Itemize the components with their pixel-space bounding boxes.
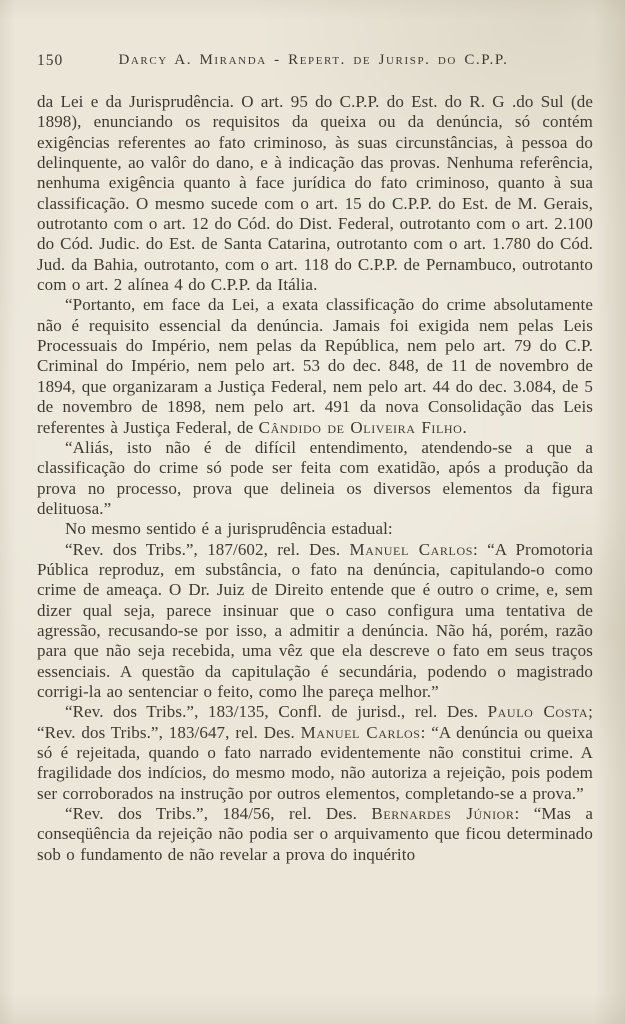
paragraph xyxy=(37,295,593,437)
person-name: Manuel Carlos xyxy=(300,722,421,742)
paragraph xyxy=(37,438,593,519)
person-name: Paulo Costa xyxy=(487,702,589,722)
paragraph xyxy=(37,519,593,539)
text-run: da Lei e da Jurisprudência. O art. 95 do C.P.P. do Est. do R. G .do Sul (de 1898), enunciando os requisitos da queixa ou da denúncia, só contém exigências referentes ao fato criminoso, às suas circunstâncias, à pessoa do delinquente, ao valôr do dano, e à indicação das provas. Nenhuma referência, nenhuma exigência quanto à face jurídica do fato criminoso, quanto à sua classificação. O mesmo sucede com o art. 15 do C.P.P. do Est. de M. Gerais, outrotanto com o art. 12 do Cód. do Dist. Federal, outrotanto com o art. 2.100 do Cód. Judic. do Est. de Santa Catarina, outrotanto com o art. 1.780 do Cód. Jud. da Bahia, outrotanto, com o art. 118 do C.P.P. de Pernambuco, outrotanto com o art. 2 alínea 4 do C.P.P. da Itália. xyxy=(37,92,593,295)
page-number: 150 xyxy=(37,52,64,69)
text-run: “Rev. dos Tribs.”, 183/135, Confl. de jurisd., rel. Des. xyxy=(65,702,488,722)
paragraph xyxy=(37,804,593,865)
text-run: “Rev. dos Tribs.”, 187/602, rel. Des. xyxy=(65,539,350,559)
body-text xyxy=(37,92,593,865)
person-name: Bernardes Júnior xyxy=(371,804,515,824)
running-title: Darcy A. Miranda - Repert. de Jurisp. do C.P.P. xyxy=(118,52,509,68)
text-run: : “A denúncia ou queixa só é rejeitada, quando o fato narrado evidentemente não constitui crime. A fragilidade dos indícios, do mesmo modo, não autoriza a rejeição, pois podem ser corroborados na instrução por outros elementos, completando-se a prova.” xyxy=(37,722,593,803)
text-run: “Aliás, isto não é de difícil entendimento, atendendo-se a que a classificação do crime só pode ser feita com exatidão, após a produção da prova no processo, prova que delineia os diversos elementos da figura delituosa.” xyxy=(37,437,593,518)
text-run: : “Mas a conseqüência da rejeição não podia ser o arquivamento que ficou determinado sob o fundamento de não revelar a prova do inquérito xyxy=(37,804,593,864)
paragraph xyxy=(37,702,593,804)
paragraph xyxy=(37,540,593,703)
text-run: “Rev. dos Tribs.”, 184/56, rel. Des. xyxy=(65,804,372,824)
paragraph xyxy=(37,92,593,295)
text-run: “Portanto, em face da Lei, a exata classificação do crime absolutamente não é requisito essencial da denúncia. Jamais foi exigida nem pelas Leis Processuais do Império, nem pelas da República, nem pelo art. 79 do C.P. Criminal do Império, nem pelo art. 53 do dec. 848, de 11 de novembro de 1894, que organizaram a Justiça Federal, nem pelo art. 44 do dec. 3.084, de 5 de novembro de 1898, nem pelo art. 491 da nova Consolidação das Leis referentes à Justiça Federal, de xyxy=(37,295,593,437)
text-run: ; “Rev. dos Tribs.”, 183/647, rel. Des. xyxy=(37,702,593,742)
person-name: Manuel Carlos xyxy=(349,539,473,559)
text-run: . xyxy=(462,417,467,437)
text-run: No mesmo sentido é a jurisprudência estadual: xyxy=(65,519,393,539)
text-run: : “A Promotoria Pública reproduz, em substância, o fato na denúncia, capitulando-o como crime de ameaça. O Dr. Juiz de Direito entende que é outro o crime, e, sem dizer qual seja, parece insinuar que o caso configura uma tentativa de agressão, recusando-se por isso, a admitir a denúncia. Não há, porém, razão para que não seja recebida, uma vêz que ela descreve o fato em seus traços essenciais. A questão da capitulação é secundária, podendo o magistrado corrigi-la ao sentenciar o feito, como lhe pareça melhor.” xyxy=(37,539,593,701)
person-name: Cândido de Oliveira Filho xyxy=(258,417,463,437)
running-head xyxy=(37,52,590,72)
